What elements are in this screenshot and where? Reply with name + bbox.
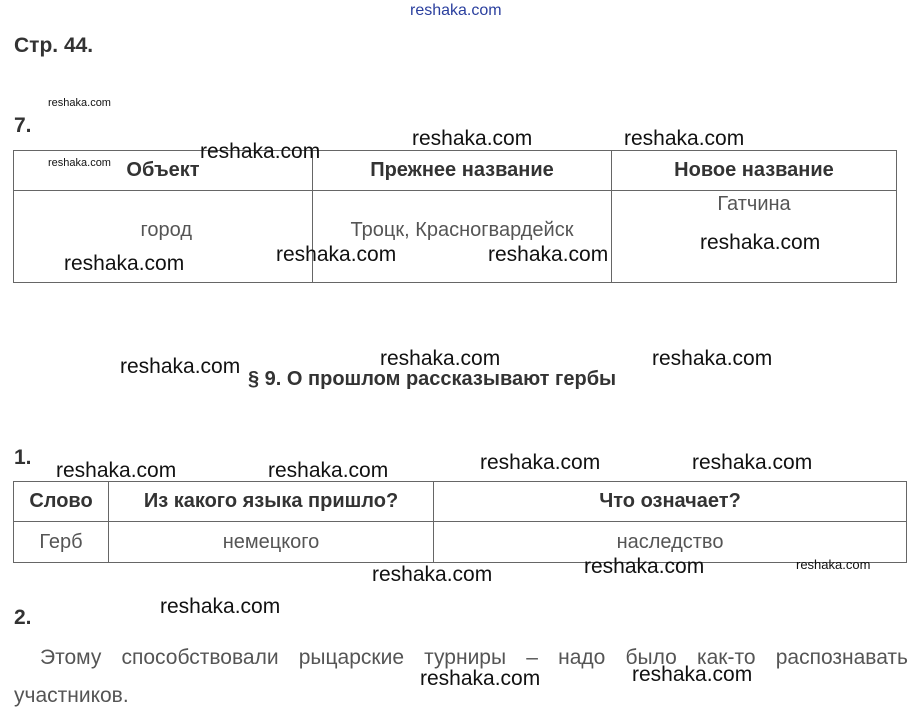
watermark: reshaka.com	[380, 347, 501, 370]
watermark: reshaka.com	[692, 451, 813, 474]
cell-meaning: наследство	[434, 522, 907, 563]
watermark: reshaka.com	[796, 557, 871, 572]
watermark: reshaka.com	[56, 459, 177, 482]
header-new-name: Новое название	[612, 151, 897, 191]
task-2-text-line-2: участников.	[14, 684, 129, 707]
task-2-text-line-1: Этому способствовали рыцарские турниры – надо было как-то распознавать	[40, 646, 908, 669]
cell-language: немецкого	[109, 522, 434, 563]
watermark: reshaka.com	[372, 563, 493, 586]
watermark: reshaka.com	[480, 451, 601, 474]
watermark: reshaka.com	[200, 140, 321, 163]
task-1-number: 1.	[14, 446, 32, 469]
watermark: reshaka.com	[64, 252, 185, 275]
header-language: Из какого языка пришло?	[109, 482, 434, 522]
task-2-number: 2.	[14, 606, 32, 629]
watermark: reshaka.com	[410, 2, 502, 19]
watermark: reshaka.com	[120, 355, 241, 378]
watermark: reshaka.com	[488, 243, 609, 266]
header-word: Слово	[14, 482, 109, 522]
task-7-number: 7.	[14, 114, 32, 137]
header-meaning: Что означает?	[434, 482, 907, 522]
watermark: reshaka.com	[48, 157, 111, 169]
watermark: reshaka.com	[276, 243, 397, 266]
watermark: reshaka.com	[624, 127, 745, 150]
watermark: reshaka.com	[420, 667, 541, 690]
task-1-table	[13, 481, 907, 563]
cell-word: Герб	[14, 522, 109, 563]
cell-object: город	[14, 191, 313, 283]
watermark: reshaka.com	[48, 97, 111, 109]
watermark: reshaka.com	[584, 555, 705, 578]
header-old-name: Прежнее название	[313, 151, 612, 191]
watermark: reshaka.com	[652, 347, 773, 370]
watermark: reshaka.com	[160, 595, 281, 618]
cell-old-name: Троцк, Красногвардейск	[313, 191, 612, 283]
watermark: reshaka.com	[412, 127, 533, 150]
watermark: reshaka.com	[700, 231, 821, 254]
header-object: Объект	[14, 151, 313, 191]
page-label: Стр. 44.	[14, 34, 94, 57]
watermark: reshaka.com	[268, 459, 389, 482]
watermark: reshaka.com	[632, 663, 753, 686]
cell-new-name: Гатчина	[612, 191, 897, 283]
section-title: § 9. О прошлом рассказывают гербы	[248, 368, 617, 390]
